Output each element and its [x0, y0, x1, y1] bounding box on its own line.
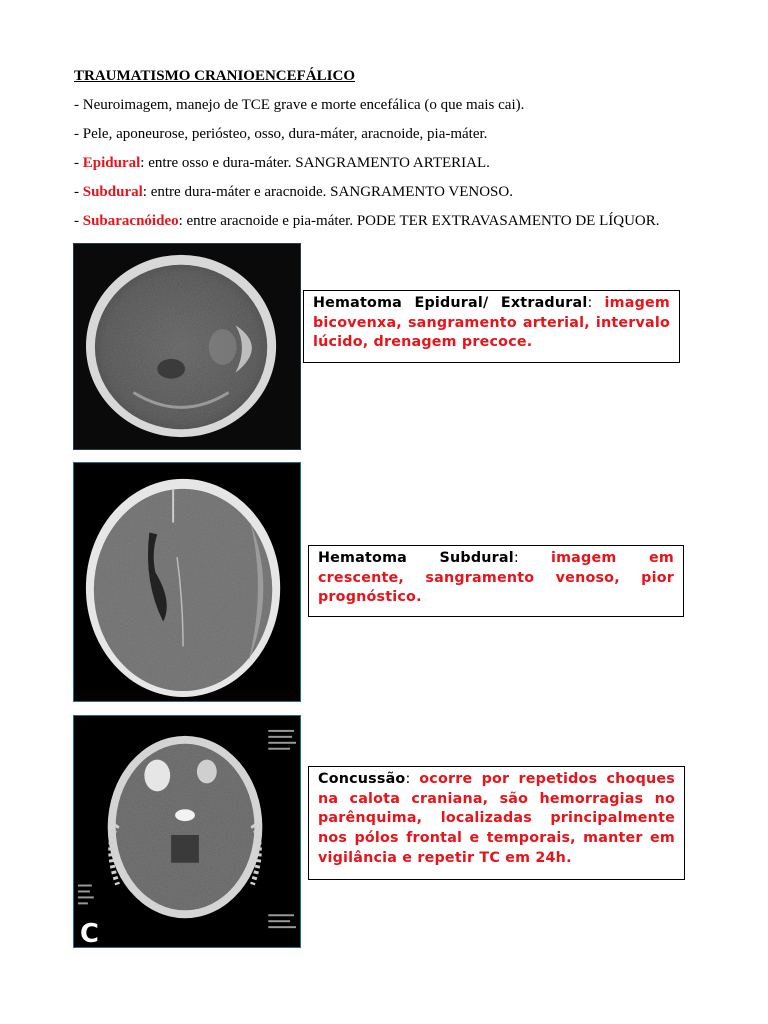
ct-epidural-graphic [74, 244, 300, 449]
bullet-epidural [74, 155, 490, 172]
bullet-subdural [74, 184, 513, 201]
card-separator: : [587, 295, 605, 311]
card-concussao-desc: ocorre por repetidos choques na calota craniana, são hemorragias no parênquima, localizadas principalmente nos pólos frontal e temporais, manter em vigilância e repetir TC em 24h. [318, 771, 675, 866]
card-concussao-term: Concussão [318, 771, 406, 787]
card-separator: : [513, 550, 551, 566]
card-subdural [308, 545, 684, 617]
bullet-camadas: - Pele, aponeurose, periósteo, osso, dura-máter, aracnoide, pia-máter. [74, 126, 488, 142]
term-subdural: Subdural [82, 184, 143, 200]
ct-image-concussao [73, 715, 301, 948]
bullet-subaracnoideo [74, 213, 660, 230]
card-subdural-desc: imagem em crescente, sangramento venoso, pior prognóstico. [318, 550, 674, 606]
scan-overlay-letter: C [79, 919, 99, 947]
bullet-prefix: - [74, 213, 83, 229]
bullet-text: : entre aracnoide e pia-máter. PODE TER EXTRAVASAMENTO DE LÍQUOR. [178, 213, 660, 229]
card-separator: : [405, 771, 420, 787]
bullet-text: : entre osso e dura-máter. SANGRAMENTO ARTERIAL. [140, 155, 490, 171]
card-subdural-term: Hematoma Subdural [318, 550, 514, 566]
bullet-prefix: - [74, 184, 83, 200]
term-epidural: Epidural [82, 155, 141, 171]
document-title: TRAUMATISMO CRANIOENCEFÁLICO [74, 68, 355, 84]
ct-subdural-graphic [74, 463, 300, 701]
card-epidural-desc: imagem bicovenxa, sangramento arterial, intervalo lúcido, drenagem precoce. [313, 295, 671, 351]
bullet-neuroimagem: - Neuroimagem, manejo de TCE grave e morte encefálica (o que mais cai). [74, 97, 525, 113]
ct-concussao-graphic [74, 716, 300, 947]
card-epidural-term: Hematoma Epidural/ Extradural [313, 295, 588, 311]
ct-image-subdural [73, 462, 301, 702]
card-concussao [308, 766, 685, 880]
term-subaracnoideo: Subaracnóideo [82, 213, 179, 229]
ct-image-epidural [73, 243, 301, 450]
card-epidural [303, 290, 680, 363]
bullet-prefix: - [74, 155, 83, 171]
bullet-text: : entre dura-máter e aracnoide. SANGRAMENTO VENOSO. [142, 184, 513, 200]
